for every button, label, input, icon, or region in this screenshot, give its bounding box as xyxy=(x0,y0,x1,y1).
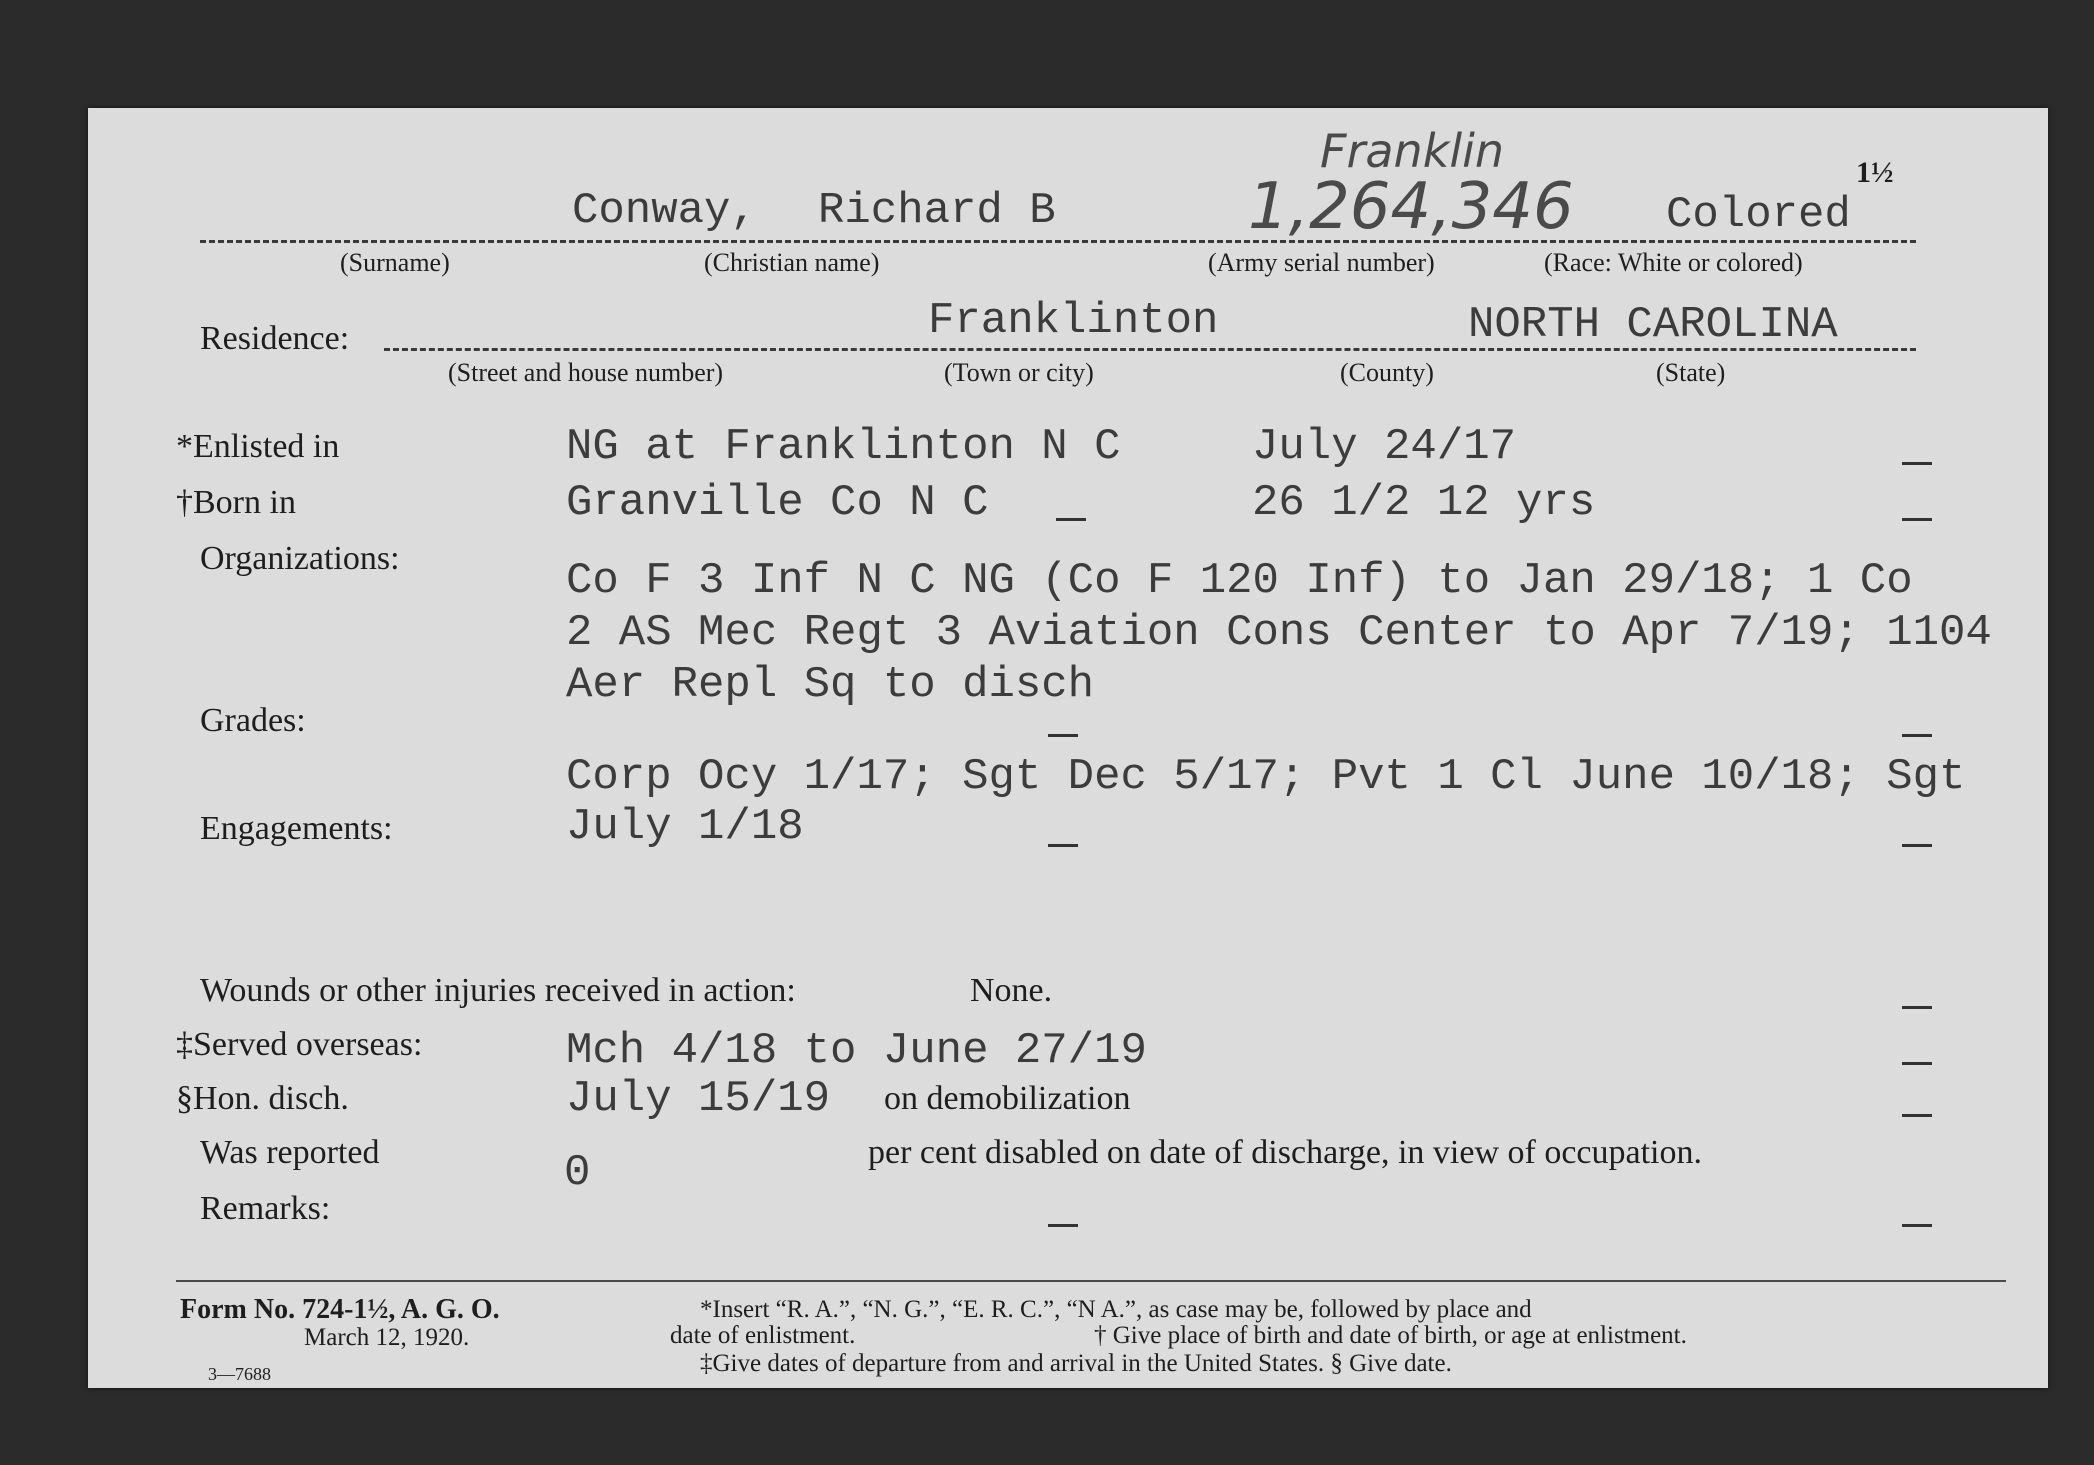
residence-state: NORTH CAROLINA xyxy=(1468,300,1838,350)
grades-line-2: July 1/18 xyxy=(566,802,804,852)
born-mid-dash xyxy=(1056,518,1086,521)
form-code: 3—7688 xyxy=(208,1364,271,1384)
grades-mid-dash xyxy=(1048,734,1078,737)
remarks-label: Remarks: xyxy=(200,1190,331,1227)
enlisted-date: July 24/17 xyxy=(1252,422,1517,472)
hon-disch-label: §Hon. disch. xyxy=(176,1080,349,1117)
residence-town: Franklinton xyxy=(928,296,1219,346)
form-date: March 12, 1920. xyxy=(304,1324,470,1351)
enlisted-label: *Enlisted in xyxy=(176,428,340,465)
per-cent-text: per cent disabled on date of discharge, in view of occupation. xyxy=(868,1134,1702,1171)
organizations-label: Organizations: xyxy=(200,540,400,577)
christian-name-caption: (Christian name) xyxy=(704,248,880,277)
hon-dash xyxy=(1902,1114,1932,1117)
county-caption: (County) xyxy=(1340,358,1434,387)
serial-caption: (Army serial number) xyxy=(1208,248,1435,277)
surname-caption: (Surname) xyxy=(340,248,450,277)
footer-rule xyxy=(176,1280,2006,1282)
engagements-mid-dash xyxy=(1048,844,1078,847)
engagements-dash xyxy=(1902,844,1932,847)
grades-line-1: Corp Ocy 1/17; Sgt Dec 5/17; Pvt 1 Cl June 10/18; Sgt xyxy=(566,752,1966,802)
surname-value: Conway, xyxy=(572,186,757,236)
born-dash xyxy=(1902,518,1932,521)
served-overseas-value: Mch 4/18 to June 27/19 xyxy=(566,1026,1147,1076)
hon-disch-date: July 15/19 xyxy=(566,1074,831,1124)
org-line-2: 2 AS Mec Regt 3 Aviation Cons Center to Apr 7/19; 1104 xyxy=(566,608,1992,658)
county-handwritten: Franklin xyxy=(1320,124,1505,178)
footnote-3: ‡Give dates of departure from and arrival in the United States. § Give date. xyxy=(700,1350,1452,1377)
residence-label: Residence: xyxy=(200,320,350,357)
born-age: 26 1/2 12 yrs xyxy=(1252,478,1596,528)
remarks-dash xyxy=(1902,1224,1932,1227)
enlisted-dash xyxy=(1902,462,1932,465)
race-value: Colored xyxy=(1666,190,1851,240)
remarks-mid-dash xyxy=(1048,1224,1078,1227)
on-demobilization: on demobilization xyxy=(884,1080,1131,1117)
served-dash xyxy=(1902,1062,1932,1065)
served-overseas-label: ‡Served overseas: xyxy=(176,1026,423,1063)
org-line-3: Aer Repl Sq to disch xyxy=(566,660,1095,710)
residence-line xyxy=(384,348,1916,351)
wounds-value: None. xyxy=(970,972,1053,1009)
footnote-2a: date of enlistment. xyxy=(670,1322,856,1349)
serial-number-value: 1,264,346 xyxy=(1248,170,1574,244)
wounds-label: Wounds or other injuries received in action: xyxy=(200,972,796,1009)
wounds-dash xyxy=(1902,1006,1932,1009)
state-caption: (State) xyxy=(1656,358,1726,387)
born-place: Granville Co N C xyxy=(566,478,989,528)
org-line-1: Co F 3 Inf N C NG (Co F 120 Inf) to Jan 29/18; 1 Co xyxy=(566,556,1913,606)
town-caption: (Town or city) xyxy=(944,358,1094,387)
born-label: †Born in xyxy=(176,484,296,521)
record-card xyxy=(88,108,2048,1388)
name-line xyxy=(200,240,1916,243)
form-number: Form No. 724-1½, A. G. O. xyxy=(180,1294,500,1325)
christian-name-value: Richard B xyxy=(818,186,1056,236)
form-fraction: 1½ xyxy=(1856,156,1894,189)
was-reported-label: Was reported xyxy=(200,1134,380,1171)
street-caption: (Street and house number) xyxy=(448,358,724,387)
grades-label: Grades: xyxy=(200,702,306,739)
percent-value: 0 xyxy=(564,1148,591,1198)
footnote-2b: † Give place of birth and date of birth, or age at enlistment. xyxy=(1094,1322,1687,1349)
race-caption: (Race: White or colored) xyxy=(1544,248,1803,277)
grades-dash xyxy=(1902,734,1932,737)
engagements-label: Engagements: xyxy=(200,810,393,847)
footnote-1: *Insert “R. A.”, “N. G.”, “E. R. C.”, “N A.”, as case may be, followed by place and xyxy=(700,1296,1532,1323)
enlisted-place: NG at Franklinton N C xyxy=(566,422,1121,472)
